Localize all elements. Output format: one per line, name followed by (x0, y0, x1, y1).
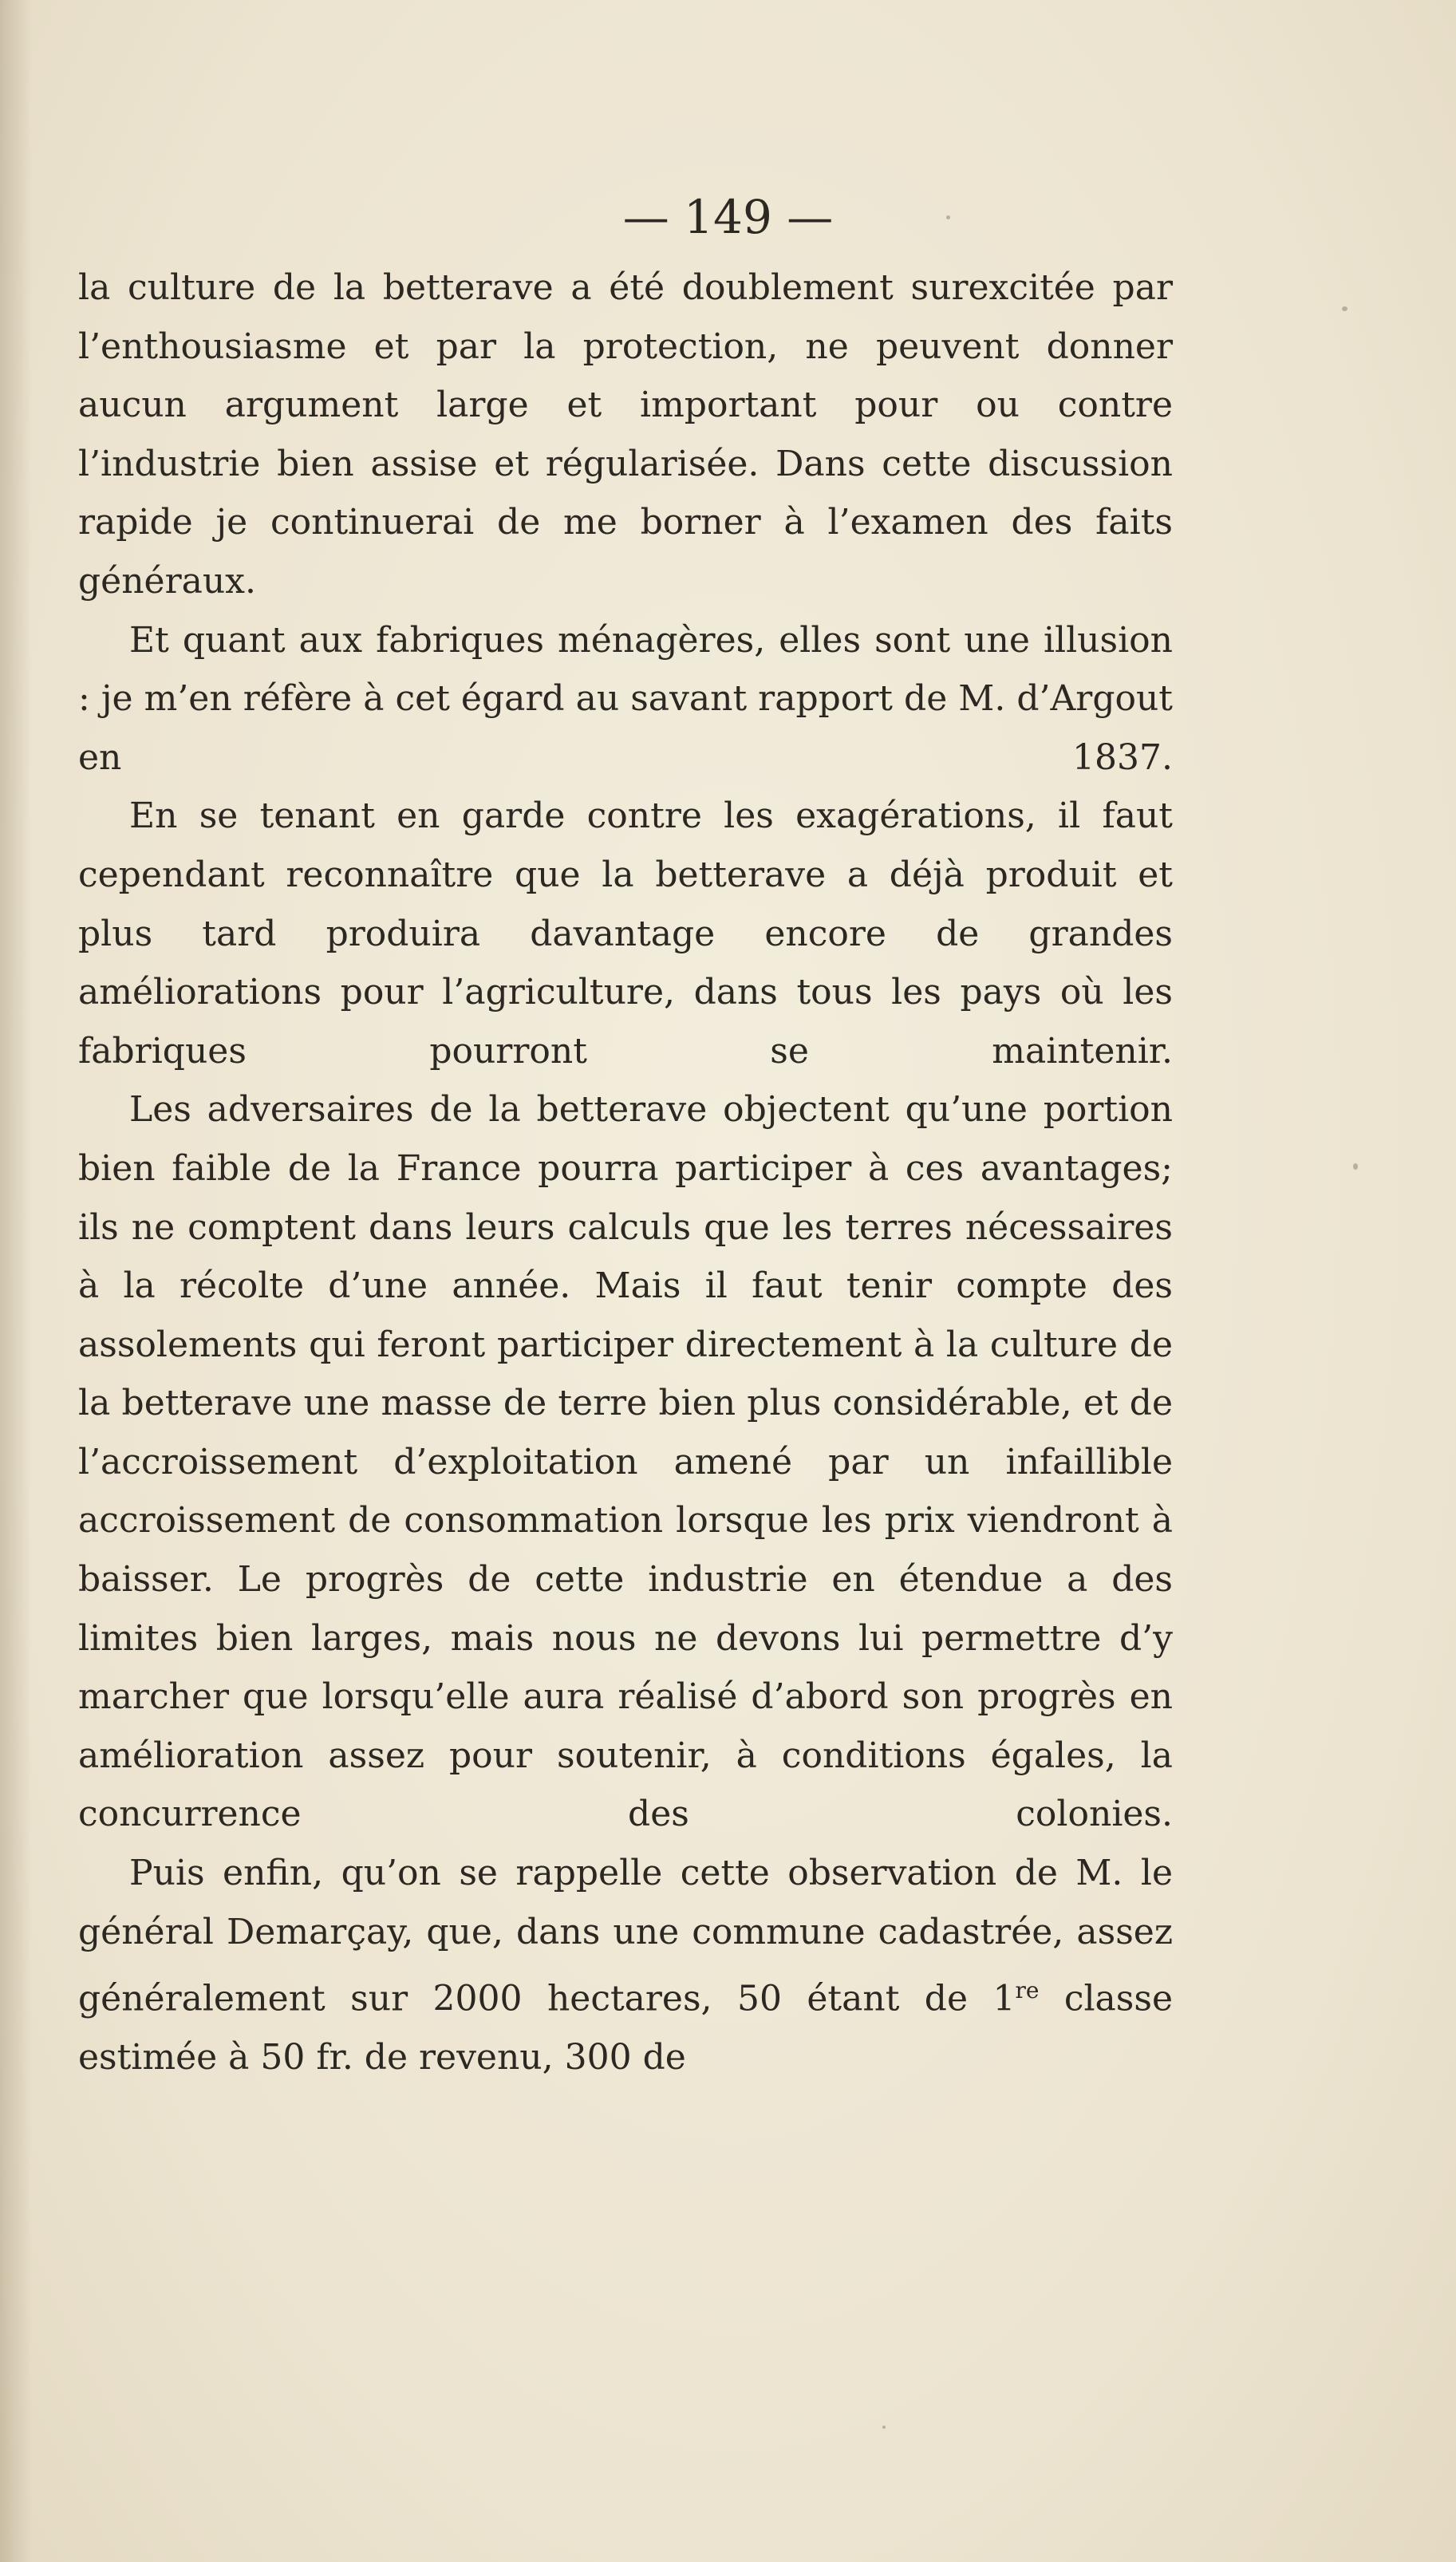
paragraph-1: la culture de la betterave a été doublement surexcitée par l’enthousiasme et par la protection, ne peuvent donner aucun argument large et important pour ou contre l’industrie bien assise et régularisée. Dans cette discussion rapide je continuerai de me borner à l’examen des faits généraux. (78, 267, 1173, 602)
paragraph-2: Et quant aux fabriques ménagères, elles sont une illusion : je m’en réfère à cet égard au savant rapport de M. d’Argout en 1837. (78, 619, 1173, 778)
superscript-ordinal: re (1015, 1977, 1040, 2004)
paper-speck (1353, 1163, 1358, 1170)
paper-speck (882, 2426, 886, 2429)
paragraph-5 (78, 1844, 1173, 2087)
paragraph-3: En se tenant en garde contre les exagérations, il faut cependant reconnaître que la betterave a déjà produit et plus tard produira davantage encore de grandes améliorations pour l’agriculture, dans tous les pays où les fabriques pourront se maintenir. (78, 795, 1173, 1072)
paper-speck (1342, 306, 1347, 311)
page-gutter-shadow (0, 0, 32, 2562)
paragraph-5-text: Puis enfin, qu’on se rappelle cette observation de M. le général Demarçay, que, dans une commune cadastrée, assez généralement sur 2000 hectares, 50 étant de 1 (78, 1853, 1173, 2019)
paper-speck (946, 215, 950, 219)
page-number: — 149 — (622, 190, 834, 244)
paragraph-4: Les adversaires de la betterave objectent qu’une portion bien faible de la France pourra participer à ces avantages; ils ne comptent dans leurs calculs que les terres nécessaires à la récolte d’une année. Mais il faut tenir compte des assolements qui feront participer directement à la culture de la betterave une masse de terre bien plus considérable, et de l’accroissement d’exploitation amené par un infaillible accroissement de consommation lorsque les prix viendront à baisser. Le progrès de cette industrie en étendue a des limites bien larges, mais nous ne devons lui permettre d’y marcher que lorsqu’elle aura réalisé d’abord son progrès en amélioration assez pour soutenir, à conditions égales, la concurrence des colonies. (78, 1089, 1173, 1835)
paragraph-5-text-continued: classe estimée à 50 fr. de revenu, 300 de (78, 1978, 1173, 2078)
body-text (78, 259, 1173, 2087)
